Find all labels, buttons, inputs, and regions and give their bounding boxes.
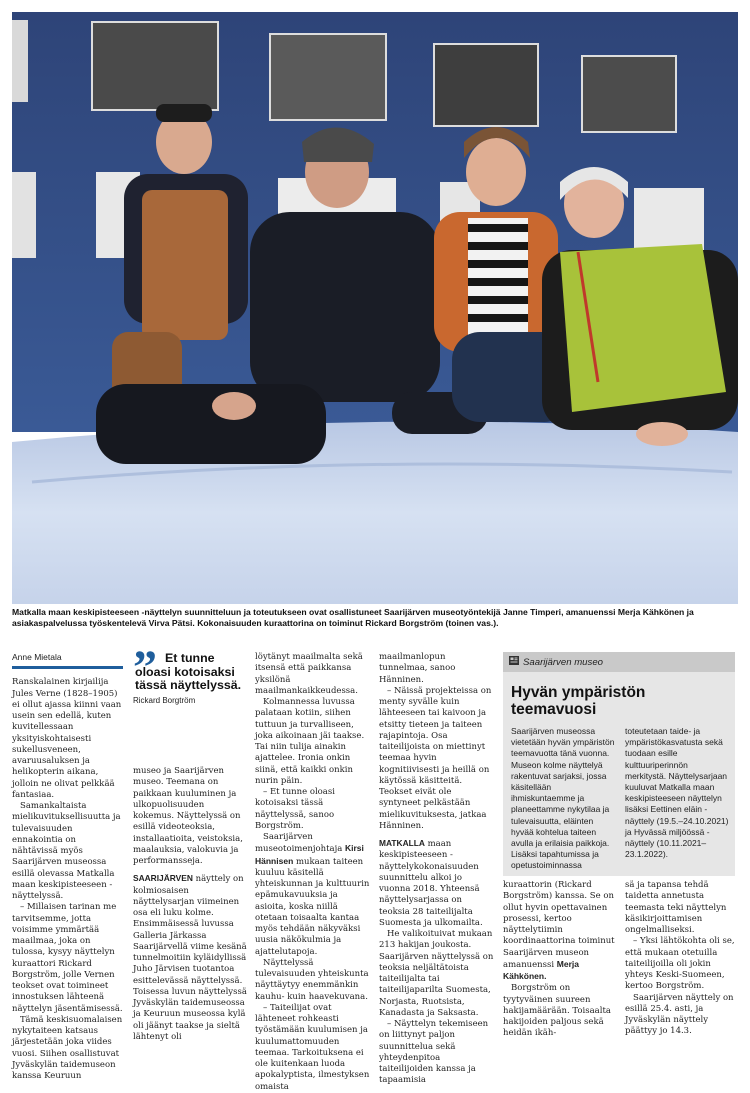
photo-illustration: [12, 12, 738, 604]
paragraph: maan keskipisteeseen -näyttelykokonaisuuden suunnittelu alkoi jo vuonna 2018. Yhteensä näyttelysarjassa on teoksia 28 taiteilijalta Suomesta ja ulkomailta.: [379, 839, 483, 928]
paragraph: mukaan taiteen kuuluu käsitellä yhteiskunnan ja kulttuurin epämukavuuksia ja asioita, koska niillä otetaan toisaalta kantaa myös tehdään näkyväksi uusia näkökulmia ja ajattelutapoja.: [255, 856, 370, 957]
dateline: MATKALLA: [379, 838, 425, 848]
paragraph: – Millaisen tarinan me tarvitsemme, jotta voisimme ymmärtää maailmaa, joka on tulossa, kysyy näyttelyn kuraattori Rickard Borgström, jolle Vernen teokset ovat toimineet innostuksen lähteenä näyttelyn jäsentämisessä.: [12, 902, 123, 1014]
paragraph: Saarijärven näyttely on esillä 25.4. asti, ja Jyväskylän näyttely päättyy jo 14.3.: [625, 992, 734, 1037]
paragraph: sä ja tapansa tehdä taidetta annetusta teemasta teki näyttelyn käsikirjoittamisen ongelmalliseksi.: [625, 880, 727, 935]
pull-quote-source: Rickard Borgtröm: [133, 695, 196, 705]
newspaper-icon: [509, 656, 519, 668]
paragraph: – Yksi lähtökohta oli se, että mukaan otetuilla taiteilijoilla oli jokin yhteys Keski-Suomeen, kertoo Borgström.: [625, 936, 735, 992]
paragraph: – Näyttelyn tekemiseen on liittynyt paljon suunnittelua sekä yhteydenpitoa taiteilijoiden kanssa ja tapaamisia: [379, 1019, 489, 1086]
paragraph: Borgström on tyytyväinen suureen hakijamäärään. Toisaalta hakijoiden paljous sekä heidän ikäh-: [503, 983, 611, 1039]
person-name: Kirsi Hännisen: [255, 843, 364, 866]
quote-mark-icon: ”: [133, 641, 157, 694]
paragraph: maailmanlopun tunnelmaa, sanoo Hänninen.: [379, 652, 456, 685]
paragraph: näyttely on kolmiosaisen näyttelysarjan viimeinen osa eli luku kolme. Ensimmäisessä luvussa Galleria Järkassa Saarijärvellä viime kesänä tunnelmoitiin kyläidyllissä Juho Järvisen tuotantoa esittelevässä näyttelyssä. Toisessa luvun näyttelyssä Jyväskylän taidemuseossa ja Keuruun museossa kylä oli jäänyt taakse ja sieltä lähtenyt oli: [133, 874, 247, 1042]
info-box: [503, 652, 735, 876]
paragraph: – Näissä projekteissa on menty syvälle kuin lähteeseen tai kaivoon ja etsitty tieteen ja taiteen rajapintoja. Osa taiteilijoista on miettinyt teemaa hyvin kognitiivisesti ja heillä on käytössä käsitteitä. Teokset eivät ole syntyneet pelkästään mielikuvituksesta, jatkaa Hänninen.: [379, 685, 492, 831]
byline-rule: [12, 666, 123, 669]
info-box-text-left: Saarijärven museossa vietetään hyvän ympäristön teemavuotta tänä vuonna. Museon kolme näyttelyä rakentuvat sarjaksi, jossa käsitellään ihmiskuntaemme ja planeettamme nykytilaa ja tulevaisuutta, eläinten hyvää kohtelua taiteen avulla ja erilaisia paikkoja. Lisäksi tapahtumissa ja opetustoiminnassa: [511, 726, 615, 871]
paragraph: Kolmannessa luvussa palataan kotiin, siihen tuttuun ja turvalliseen, joka aikoinaan jäi taakse. Tai niin tulija ainakin ajattelee. Ironia onkin siinä, että kaikki onkin nurin päin.: [255, 697, 365, 786]
article-column-4: [379, 652, 495, 1087]
paragraph: Samankaltaista mielikuvituksellisuutta ja tulevaisuuden ennakointia on nähtävissä myös Saarijärven museossa esillä olevassa Matkalla maan keskipisteeseen -näyttelyssä.: [12, 801, 121, 901]
paragraph: löytänyt maailmalta sekä itsensä että paikkansa yksilönä maailmankaikkeudessa.: [255, 652, 363, 696]
paragraph: – Taiteilijat ovat lähteneet rohkeasti työstämään kuulumisen ja kuulumattomuuden teemaa. Tarkoituksena ei ole kuitenkaan luoda apokalyptista, ilmestyksen omaista: [255, 1002, 370, 1092]
dateline: SAARIJÄRVEN: [133, 873, 193, 884]
article-column-2: [133, 766, 247, 1043]
article-column-5: [503, 880, 619, 1040]
paragraph: kuraattorin (Rickard Borgström) kanssa. Se on ollut hyvin opettavainen prosessi, kertoo näyttelytiimin koordinaattorina toiminut Saarijärven museon amanuenssi: [503, 880, 615, 970]
info-box-header: [503, 652, 735, 672]
paragraph: Tämä keskisuomalaisen nykytaiteen katsaus järjestetään joka viides vuosi. Siihen osallistuvat Jyväskylän taidemuseon kanssa Keuruun: [12, 1014, 123, 1081]
info-box-tag: Saarijärven museo: [523, 656, 603, 668]
article-column-6: [625, 880, 737, 1038]
paragraph: museo ja Saarijärven museo. Teemana on paikkaan kuuluminen ja ulkopuolisuuden kokemus. Näyttelyssä on esillä videoteoksia, installaatioita, veistoksia, maalauksia, valokuvia ja performansseja.: [133, 766, 243, 866]
article-column-3: [255, 652, 371, 1093]
paragraph: Ranskalainen kirjailija Jules Verne (1828–1905) ei ollut ajassa kiinni vaan usein sen edellä, kuten kuvitellessaan yksityiskohtaisesti sukellusveneen, avaruusaluksen ja helikopterin aikana, jolloin ne olivat pelkkää fantasiaa.: [12, 677, 122, 800]
paragraph: Saarijärven museotoimenjohtaja: [255, 832, 343, 855]
article-photo: [12, 12, 738, 604]
person-name: Merja Kähkönen.: [503, 958, 580, 981]
pull-quote-line-1: Et tunne: [165, 651, 215, 665]
pull-quote-line-2: oloasi kotoisaksi tässä näyttelyssä.: [135, 664, 242, 693]
paragraph: – Et tunne oloasi kotoisaksi tässä näyttelyssä, sanoo Borgström.: [255, 787, 335, 831]
article-column-1: [12, 652, 123, 1082]
info-box-text-right: toteutetaan taide- ja ympäristökasvatusta sekä tuodaan esille kulttuuriperinnön merkitystä. Näyttelysarjaan kuuluvat Matkalla maan keskipisteeseen näyttelyn lisäksi Eettinen eläin -näyttely (19.5.–24.10.2021) ja Hyvässä miljöössä -näyttely (10.11.2021–23.1.2022).: [625, 726, 729, 860]
pull-quote: [133, 641, 247, 705]
byline: Anne Mietala: [12, 652, 62, 662]
photo-caption: Matkalla maan keskipisteeseen -näyttelyn suunnitteluun ja toteutukseen ovat osallistuneet Saarijärven museotyöntekijä Janne Timperi, amanuenssi Merja Kähkönen ja asiakaspalvelussa työskentelevä Virva Pätsi. Kokonaisuuden kuraattorina on toiminut Rickard Borgström (toinen vas.).: [12, 607, 694, 628]
info-box-title: Hyvän ympäristön teemavuosi: [511, 684, 646, 718]
paragraph: He valikoituivat mukaan 213 hakijan joukosta. Saarijärven näyttelyssä on teoksia neljältätoista taiteilijalta tai taiteilijaparilta Suomesta, Norjasta, Ruotsista, Kanadasta ja Saksasta.: [379, 929, 494, 1018]
paragraph: Näyttelyssä tulevaisuuden yhteiskunta näyttäytyy enemmänkin kauhu- kuin haavekuvana.: [255, 957, 369, 1002]
